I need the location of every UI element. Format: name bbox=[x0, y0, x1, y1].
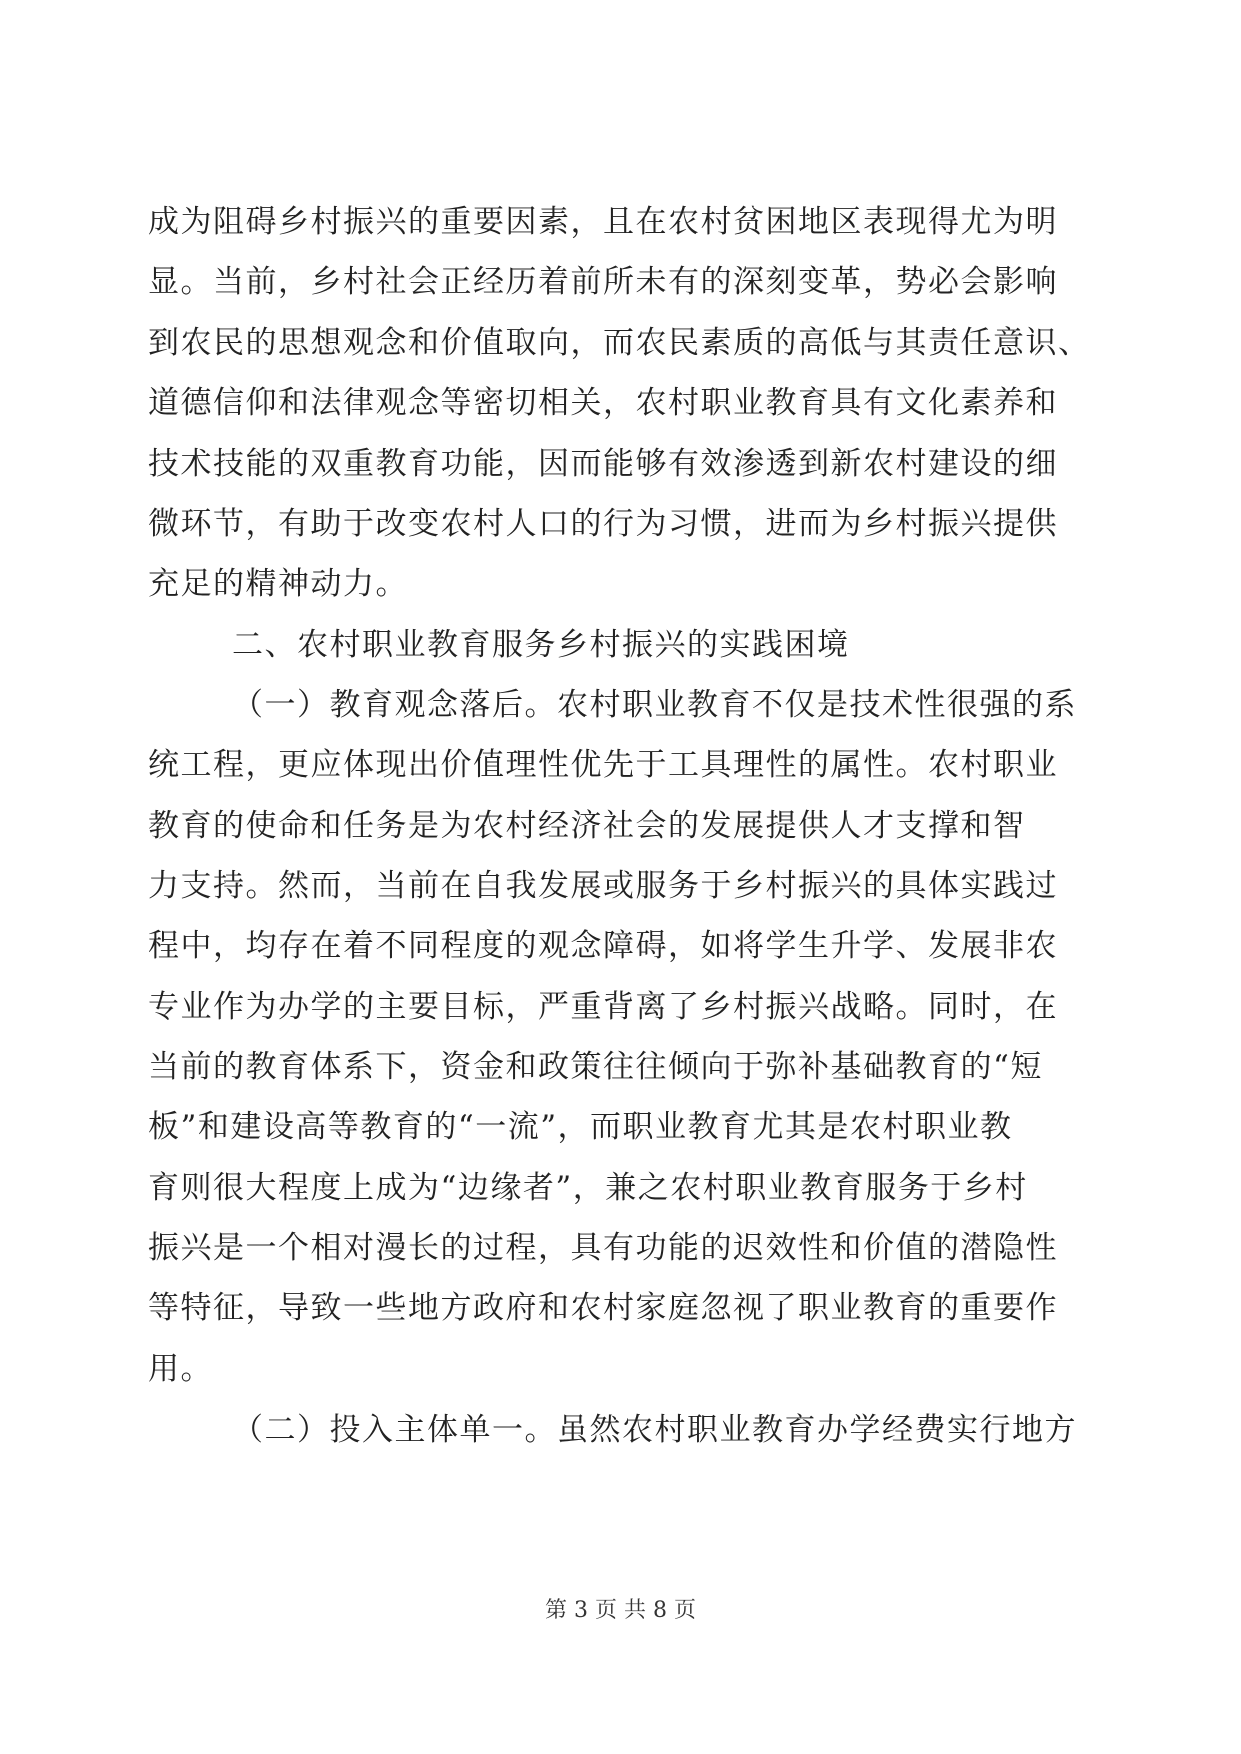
text-line-19: 等特征，导致一些地方政府和农村家庭忽视了职业教育的重要作 bbox=[148, 1290, 1058, 1326]
text-line-11: 教育的使命和任务是为农村经济社会的发展提供人才支撑和智 bbox=[148, 808, 1026, 844]
text-line-15: 当前的教育体系下，资金和政策往往倾向于弥补基础教育的“短 bbox=[148, 1049, 1043, 1085]
text-line-7: 充足的精神动力。 bbox=[148, 566, 408, 602]
text-line-5: 技术技能的双重教育功能，因而能够有效渗透到新农村建设的细 bbox=[148, 446, 1058, 482]
text-line-6: 微环节，有助于改变农村人口的行为习惯，进而为乡村振兴提供 bbox=[148, 506, 1058, 542]
text-line-12: 力支持。然而，当前在自我发展或服务于乡村振兴的具体实践过 bbox=[148, 868, 1058, 904]
text-line-21: （二）投入主体单一。虽然农村职业教育办学经费实行地方 bbox=[232, 1412, 1077, 1448]
section-heading: 二、农村职业教育服务乡村振兴的实践困境 bbox=[232, 627, 850, 663]
text-line-3: 到农民的思想观念和价值取向，而农民素质的高低与其责任意识、 bbox=[148, 325, 1091, 361]
text-line-4: 道德信仰和法律观念等密切相关，农村职业教育具有文化素养和 bbox=[148, 385, 1058, 421]
text-line-16: 板”和建设高等教育的“一流”，而职业教育尤其是农村职业教 bbox=[148, 1109, 1013, 1145]
text-line-10: 统工程，更应体现出价值理性优先于工具理性的属性。农村职业 bbox=[148, 747, 1058, 783]
text-line-14: 专业作为办学的主要目标，严重背离了乡村振兴战略。同时，在 bbox=[148, 989, 1058, 1025]
text-line-9: （一）教育观念落后。农村职业教育不仅是技术性很强的系 bbox=[232, 687, 1077, 723]
page-number-footer: 第 3 页 共 8 页 bbox=[545, 1598, 696, 1623]
text-line-2: 显。当前，乡村社会正经历着前所未有的深刻变革，势必会影响 bbox=[148, 264, 1058, 300]
text-line-18: 振兴是一个相对漫长的过程，具有功能的迟效性和价值的潜隐性 bbox=[148, 1230, 1058, 1266]
text-line-13: 程中，均存在着不同程度的观念障碍，如将学生升学、发展非农 bbox=[148, 928, 1058, 964]
text-line-20: 用。 bbox=[148, 1351, 213, 1387]
text-line-1: 成为阻碍乡村振兴的重要因素，且在农村贫困地区表现得尤为明 bbox=[148, 204, 1058, 240]
text-line-17: 育则很大程度上成为“边缘者”，兼之农村职业教育服务于乡村 bbox=[148, 1170, 1028, 1206]
